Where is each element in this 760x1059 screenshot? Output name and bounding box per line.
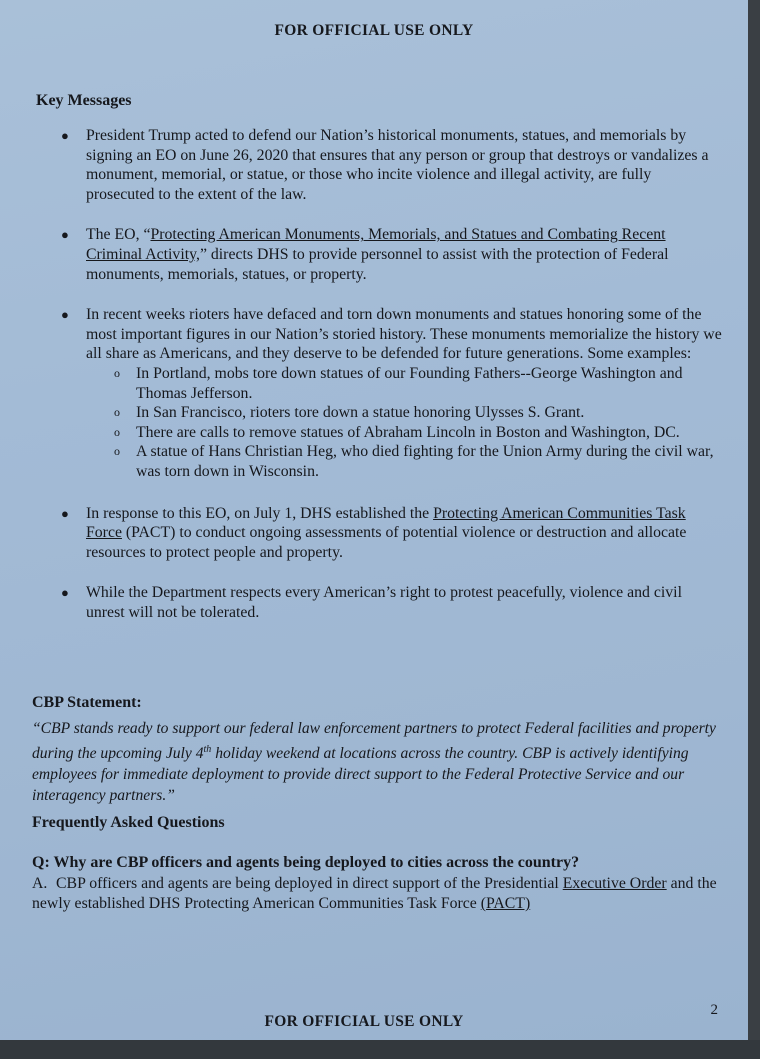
answer-letter: A.: [32, 875, 48, 892]
bullet-icon: ●: [61, 307, 69, 323]
bullet-text: While the Department respects every American’s right to protest peacefully, violence and civil unrest will not be tolerated.: [86, 584, 682, 621]
cbp-statement-heading: CBP Statement:: [32, 694, 142, 711]
example-text: A statue of Hans Christian Heg, who died fighting for the Union Army during the civil war, was torn down in Wisconsin.: [136, 443, 714, 480]
sub-list-item: [114, 364, 722, 403]
faq-heading: Frequently Asked Questions: [32, 814, 225, 831]
sub-list-item: [114, 403, 722, 423]
cbp-statement-quote: [32, 718, 722, 806]
example-text: In San Francisco, rioters tore down a statue honoring Ulysses S. Grant.: [136, 404, 585, 422]
bullet-text: President Trump acted to defend our Nation’s historical monuments, statues, and memorials by signing an EO on June 26, 2020 that ensures that any person or group that destroys or vandalizes a monument, memorial, or statue, or those who incite violence and illegal activity, are fully prosecuted to the extent of the law.: [86, 127, 709, 203]
bullet-text-prefix: In response to this EO, on July 1, DHS established the: [86, 504, 434, 522]
bullet-icon: ●: [61, 585, 69, 601]
background-edge-bottom: [0, 1040, 760, 1059]
quote-text: holiday weekend at locations across the country. CBP is actively identifying employees for immediate deployment to provide direct support to the Federal Protective Service and our interagency partners.”: [32, 745, 689, 805]
circle-bullet-icon: o: [114, 424, 120, 439]
answer-text: and the newly established DHS Protecting American Communities Task Force: [32, 875, 717, 912]
pact-link[interactable]: Protecting American Communities Task Force: [86, 504, 686, 542]
bullet-icon: ●: [61, 128, 69, 143]
circle-bullet-icon: o: [114, 405, 120, 420]
sub-list-item: [114, 442, 722, 481]
circle-bullet-icon: o: [114, 365, 120, 380]
bullet-text-prefix: The EO, “: [86, 226, 151, 244]
examples-list: [86, 364, 722, 482]
eo-title-link[interactable]: Protecting American Monuments, Memorials, and Statues and Combating Recent Criminal Activity,: [86, 226, 666, 263]
list-item: [62, 126, 722, 204]
bullet-icon: ●: [61, 227, 69, 243]
list-item: [62, 305, 722, 481]
circle-bullet-icon: o: [114, 444, 120, 459]
faq-question: Q: Why are CBP officers and agents being deployed to cities across the country?: [32, 854, 580, 871]
faq-answer: [32, 874, 732, 914]
pact-acronym-link[interactable]: (PACT): [480, 895, 531, 912]
quote-text: “CBP stands ready to support our federal law enforcement partners to protect Federal facilities and property during the upcoming July 4: [32, 720, 716, 763]
bullet-text: In recent weeks rioters have defaced and torn down monuments and statues honoring some of the most important figures in our Nation’s storied history. These monuments memorialize the history we all share as Americans, and they deserve to be defended for future generations. Some examples:: [86, 306, 722, 363]
bullet-text-suffix: (PACT) to conduct ongoing assessments of potential violence or destruction and allocate resources to protect people and property.: [86, 524, 687, 561]
key-messages-heading: Key Messages: [36, 92, 132, 109]
example-text: There are calls to remove statues of Abraham Lincoln in Boston and Washington, DC.: [136, 423, 680, 441]
bullet-icon: ●: [61, 505, 69, 521]
example-text: In Portland, mobs tore down statues of our Founding Fathers--George Washington and Thomas Jefferson.: [136, 364, 683, 402]
executive-order-link[interactable]: Executive Order: [562, 875, 667, 892]
background-edge-right: [748, 0, 760, 1059]
classification-footer: FOR OFFICIAL USE ONLY: [264, 1013, 464, 1030]
bullet-text-suffix: ” directs DHS to provide personnel to assist with the protection of Federal monuments, memorials, statues, or property.: [86, 245, 669, 283]
list-item: [62, 504, 722, 563]
key-messages-list: [62, 126, 722, 643]
sub-list-item: [114, 423, 722, 443]
list-item: [62, 225, 722, 284]
classification-header: FOR OFFICIAL USE ONLY: [274, 22, 474, 39]
list-item: [62, 583, 722, 622]
page-number: 2: [710, 1002, 718, 1018]
ordinal-suffix: th: [203, 744, 212, 755]
answer-text: CBP officers and agents are being deployed in direct support of the Presidential: [56, 875, 563, 892]
